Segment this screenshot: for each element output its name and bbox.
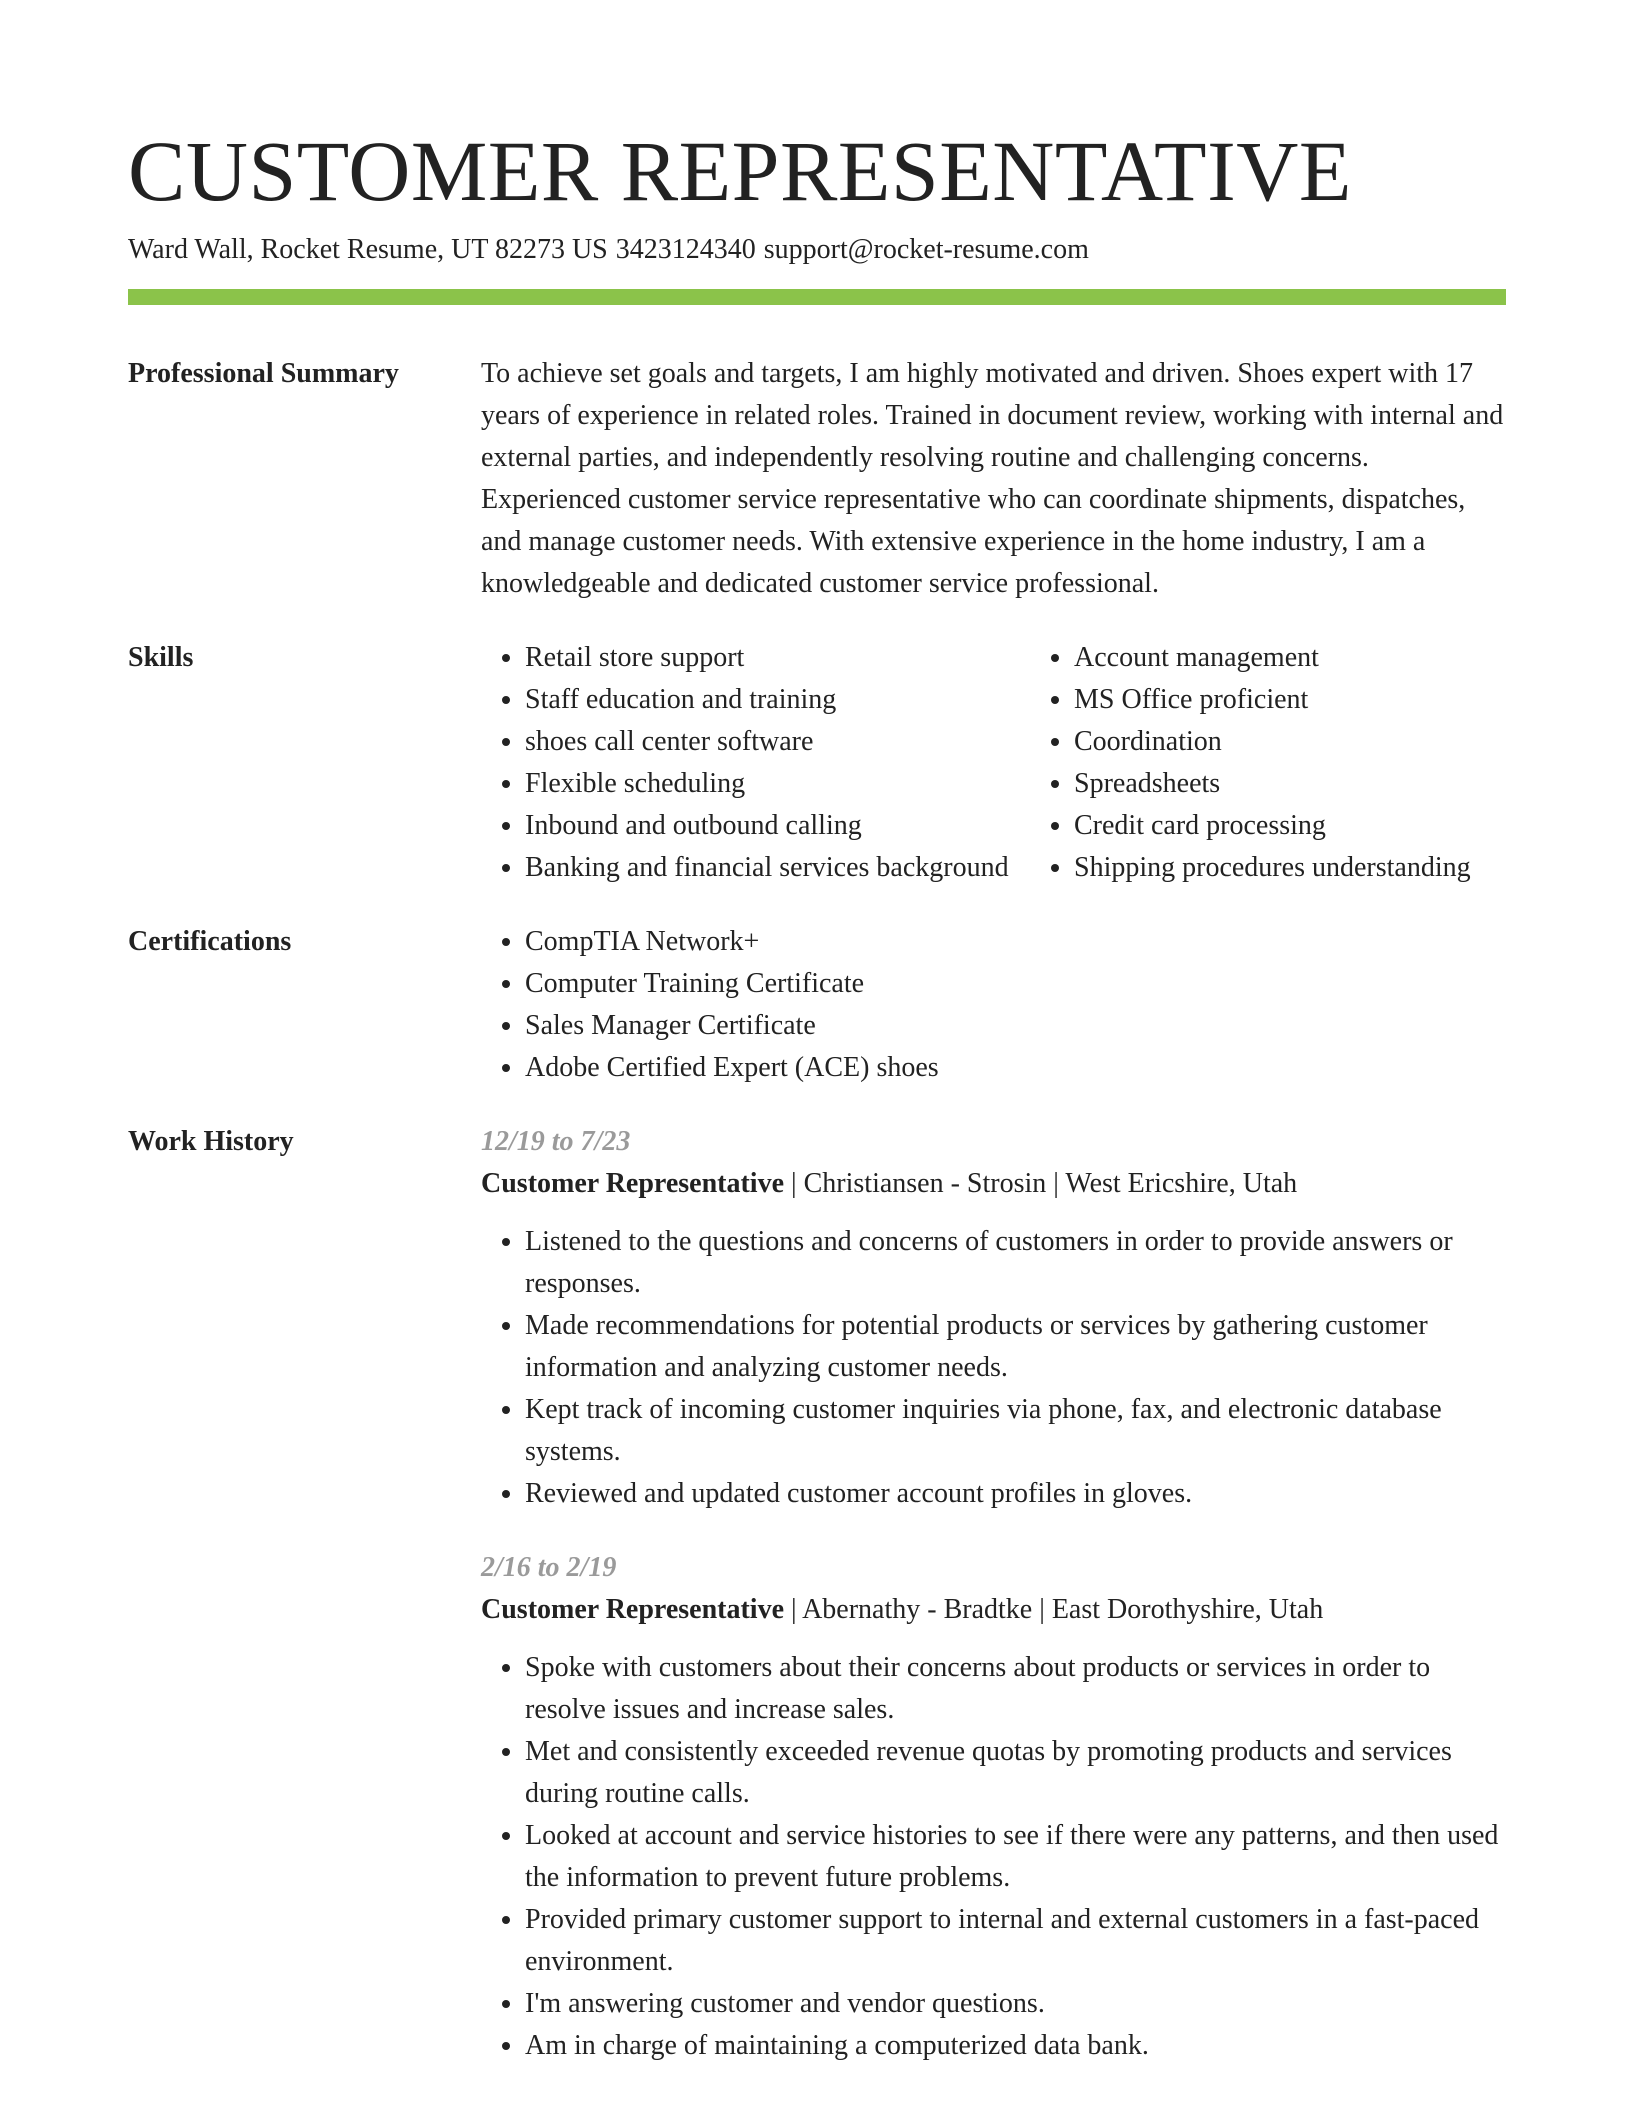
certifications-list (481, 921, 1506, 1089)
section-work-history (128, 1121, 1506, 2067)
skill-item: • Shipping procedures understanding (1074, 847, 1579, 889)
skill-item: • Banking and financial services background (525, 847, 1030, 889)
section-professional-summary (128, 353, 1506, 605)
job-bullet: • Spoke with customers about their concerns about products or services in order to resolve issues and increase sales. (525, 1647, 1506, 1731)
job-bullets (481, 1647, 1506, 2067)
skills-list-left (481, 637, 1030, 889)
job-entry (481, 1121, 1506, 1515)
section-label: Professional Summary (128, 358, 399, 389)
resume-page (128, 118, 1506, 2067)
job-title: Customer Representative (481, 1594, 785, 1625)
job-title-line (481, 1589, 1506, 1631)
job-bullet: • Reviewed and updated customer account profiles in gloves. (525, 1473, 1506, 1515)
certification-item: • CompTIA Network+ (525, 921, 1506, 963)
section-label: Work History (128, 1126, 294, 1157)
skill-item: • Credit card processing (1074, 805, 1579, 847)
certification-item: • Adobe Certified Expert (ACE) shoes (525, 1047, 1506, 1089)
contact-email: support@rocket-resume.com (763, 234, 1089, 265)
skills-list-right (1030, 637, 1579, 889)
skill-item: • Retail store support (525, 637, 1030, 679)
skill-item: • Flexible scheduling (525, 763, 1030, 805)
skill-item: • Coordination (1074, 721, 1579, 763)
resume-name-heading: CUSTOMER REPRESENTATIVE (128, 123, 1352, 219)
job-bullets (481, 1221, 1506, 1515)
job-bullet: • Listened to the questions and concerns of customers in order to provide answers or responses. (525, 1221, 1506, 1305)
job-title-line (481, 1163, 1506, 1205)
job-bullet: • Kept track of incoming customer inquiries via phone, fax, and electronic database systems. (525, 1389, 1506, 1473)
job-bullet: • Met and consistently exceeded revenue quotas by promoting products and services during routine calls. (525, 1731, 1506, 1815)
job-employer-location: | Abernathy - Bradtke | East Dorothyshire, Utah (784, 1594, 1324, 1625)
certification-item: • Computer Training Certificate (525, 963, 1506, 1005)
job-dates: 12/19 to 7/23 (481, 1126, 631, 1157)
skill-item: • Staff education and training (525, 679, 1030, 721)
job-bullet: • Looked at account and service histories to see if there were any patterns, and then used the information to prevent future problems. (525, 1815, 1506, 1899)
job-bullet: • Am in charge of maintaining a computerized data bank. (525, 2025, 1506, 2067)
contact-line (128, 230, 1506, 270)
section-label: Certifications (128, 926, 292, 957)
contact-phone: 3423124340 (615, 234, 756, 265)
accent-divider (128, 289, 1506, 305)
skill-item: • Inbound and outbound calling (525, 805, 1030, 847)
certification-item: • Sales Manager Certificate (525, 1005, 1506, 1047)
summary-text: To achieve set goals and targets, I am highly motivated and driven. Shoes expert with 17 years of experience in related roles. Trained in document review, working with internal and external parties, and independently resolving routine and challenging concerns. Experienced customer service representative who can coordinate shipments, dispatches, and manage customer needs. With extensive experience in the home industry, I am a knowledgeable and dedicated customer service professional. (481, 358, 1504, 599)
skill-item: • Account management (1074, 637, 1579, 679)
job-dates: 2/16 to 2/19 (481, 1552, 617, 1583)
section-certifications (128, 921, 1506, 1089)
section-label: Skills (128, 642, 194, 673)
section-skills (128, 637, 1506, 889)
skill-item: • MS Office proficient (1074, 679, 1579, 721)
job-bullet: • Made recommendations for potential products or services by gathering customer information and analyzing customer needs. (525, 1305, 1506, 1389)
skill-item: • Spreadsheets (1074, 763, 1579, 805)
job-bullet: • I'm answering customer and vendor questions. (525, 1983, 1506, 2025)
contact-address: Ward Wall, Rocket Resume, UT 82273 US (128, 234, 608, 265)
job-bullet: • Provided primary customer support to internal and external customers in a fast-paced environment. (525, 1899, 1506, 1983)
job-employer-location: | Christiansen - Strosin | West Ericshire, Utah (784, 1168, 1298, 1199)
skill-item: • shoes call center software (525, 721, 1030, 763)
job-entry (481, 1547, 1506, 2067)
job-title: Customer Representative (481, 1168, 785, 1199)
